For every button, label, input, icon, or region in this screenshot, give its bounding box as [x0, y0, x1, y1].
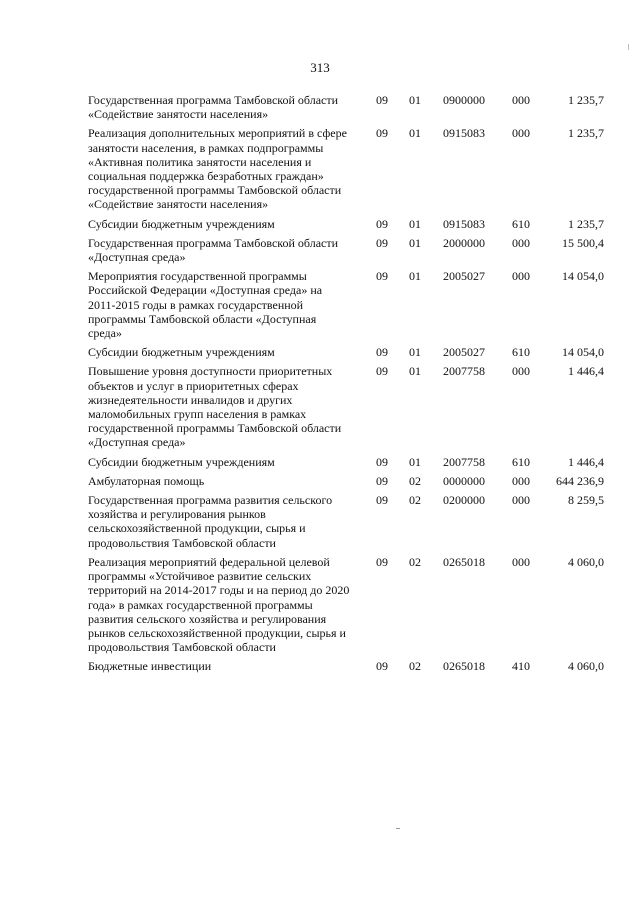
row-section-cell: 09	[376, 554, 388, 569]
row-sum-cell: 4 060,0	[568, 554, 604, 569]
table-row	[88, 126, 604, 211]
row-target-article-cell: 0000000	[443, 473, 485, 488]
table-row	[88, 345, 604, 359]
row-target-article-cell: 0265018	[443, 554, 485, 569]
row-subsection-cell: 01	[409, 235, 421, 250]
row-subsection-cell: 01	[409, 126, 421, 141]
row-section-cell: 09	[376, 659, 388, 674]
table-row	[88, 493, 604, 550]
row-expense-type-cell: 410	[512, 659, 530, 674]
table-row	[88, 364, 604, 449]
page-number: 313	[310, 60, 330, 75]
row-section-cell: 09	[376, 364, 388, 379]
table-row	[88, 474, 604, 488]
row-section-cell: 09	[376, 269, 388, 284]
row-section-cell: 09	[376, 493, 388, 508]
row-subsection-cell: 02	[409, 659, 421, 674]
row-sum-cell: 15 500,4	[562, 235, 604, 250]
budget-table	[88, 93, 604, 679]
row-target-article-cell: 2005027	[443, 345, 485, 360]
row-target-article-cell: 2000000	[443, 235, 485, 250]
row-expense-type-cell: 000	[512, 235, 530, 250]
row-target-article-cell: 2007758	[443, 364, 485, 379]
row-section-cell: 09	[376, 93, 388, 107]
row-subsection-cell: 02	[409, 473, 421, 488]
row-name-cell: Мероприятия государственной программы Российской Федерации «Доступная среда» на 2011-2015 годы в рамках государственной программы Тамбовской области «Доступная среда»	[88, 269, 323, 341]
row-sum-cell: 1 235,7	[568, 216, 604, 231]
row-expense-type-cell: 610	[512, 216, 530, 231]
row-target-article-cell: 0200000	[443, 493, 485, 508]
table-row	[88, 93, 604, 121]
row-section-cell: 09	[376, 345, 388, 360]
row-subsection-cell: 01	[409, 216, 421, 231]
row-section-cell: 09	[376, 216, 388, 231]
row-expense-type-cell: 000	[512, 493, 530, 508]
row-target-article-cell: 0915083	[443, 126, 485, 141]
row-section-cell: 09	[376, 473, 388, 488]
scan-edge-mark	[628, 44, 629, 50]
row-sum-cell: 644 236,9	[556, 473, 604, 488]
row-name-cell: Субсидии бюджетным учреждениям	[88, 216, 275, 231]
row-subsection-cell: 02	[409, 554, 421, 569]
row-sum-cell: 8 259,5	[568, 493, 604, 508]
row-name-cell: Государственная программа развития сельского хозяйства и регулирования рынков сельскохозяйственной продукции, сырья и продовольствия Тамбовской области	[88, 493, 333, 550]
row-subsection-cell: 01	[409, 345, 421, 360]
row-subsection-cell: 01	[409, 454, 421, 469]
table-row	[88, 659, 604, 673]
row-name-cell: Амбулаторная помощь	[88, 473, 205, 488]
row-name-cell: Повышение уровня доступности приоритетных объектов и услуг в приоритетных сферах жизнедеятельности инвалидов и других маломобильных групп населения в рамках государственной программы Тамбовской области «Доступная среда»	[88, 364, 342, 450]
row-subsection-cell: 02	[409, 493, 421, 508]
row-expense-type-cell: 000	[512, 93, 530, 107]
scan-artifact-mark	[396, 828, 400, 829]
row-expense-type-cell: 610	[512, 345, 530, 360]
row-subsection-cell: 01	[409, 93, 421, 107]
row-subsection-cell: 01	[409, 269, 421, 284]
row-name-cell: Реализация дополнительных мероприятий в сфере занятости населения, в рамках подпрограммы «Активная политика занятости населения и социальная поддержка безработных граждан» государственной программы Тамбовской области «Содействие занятости населения»	[88, 126, 347, 212]
row-name-cell: Субсидии бюджетным учреждениям	[88, 454, 275, 469]
row-sum-cell: 4 060,0	[568, 659, 604, 674]
row-target-article-cell: 0265018	[443, 659, 485, 674]
row-name-cell: Государственная программа Тамбовской области «Доступная среда»	[88, 235, 339, 265]
row-target-article-cell: 0900000	[443, 93, 485, 107]
table-row	[88, 269, 604, 340]
row-sum-cell: 1 235,7	[568, 126, 604, 141]
row-expense-type-cell: 000	[512, 473, 530, 488]
row-expense-type-cell: 000	[512, 364, 530, 379]
table-row	[88, 555, 604, 654]
row-target-article-cell: 2005027	[443, 269, 485, 284]
row-subsection-cell: 01	[409, 364, 421, 379]
row-sum-cell: 14 054,0	[562, 269, 604, 284]
row-section-cell: 09	[376, 126, 388, 141]
table-row	[88, 236, 604, 264]
row-section-cell: 09	[376, 454, 388, 469]
row-expense-type-cell: 000	[512, 554, 530, 569]
row-name-cell: Субсидии бюджетным учреждениям	[88, 345, 275, 360]
table-row	[88, 455, 604, 469]
row-expense-type-cell: 000	[512, 269, 530, 284]
row-name-cell: Бюджетные инвестиции	[88, 659, 212, 674]
row-sum-cell: 1 446,4	[568, 454, 604, 469]
table-row	[88, 217, 604, 231]
row-target-article-cell: 2007758	[443, 454, 485, 469]
row-sum-cell: 1 235,7	[568, 93, 604, 107]
row-name-cell: Государственная программа Тамбовской области «Содействие занятости населения»	[88, 93, 339, 122]
row-name-cell: Реализация мероприятий федеральной целевой программы «Устойчивое развитие сельских территорий на 2014-2017 годы и на период до 2020 года» в рамках государственной программы развития сельского хозяйства и регулирования рынков сельскохозяйственной продукции, сырья и продовольствия Тамбовской области	[88, 554, 350, 655]
row-expense-type-cell: 610	[512, 454, 530, 469]
row-section-cell: 09	[376, 235, 388, 250]
row-target-article-cell: 0915083	[443, 216, 485, 231]
row-expense-type-cell: 000	[512, 126, 530, 141]
row-sum-cell: 14 054,0	[562, 345, 604, 360]
row-sum-cell: 1 446,4	[568, 364, 604, 379]
